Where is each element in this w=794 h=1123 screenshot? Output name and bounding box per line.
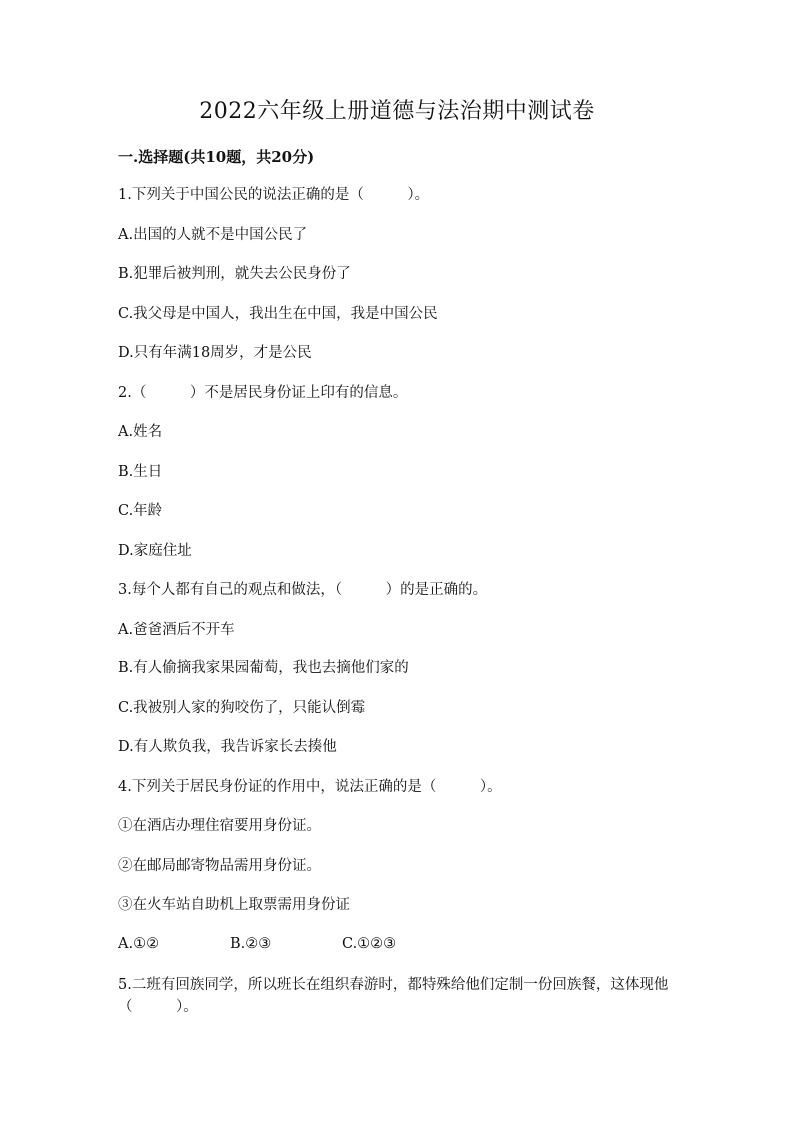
question-3-stem: 3.每个人都有自己的观点和做法，（ ）的是正确的。	[118, 582, 488, 598]
question-4-option-b: B.②③	[230, 936, 272, 952]
question-2-option-c: C.年龄	[118, 503, 163, 519]
section-heading: 一.选择题(共10题，共20分)	[118, 148, 315, 166]
question-1-option-c: C.我父母是中国人，我出生在中国，我是中国公民	[118, 306, 438, 322]
page-title: 2022六年级上册道德与法治期中测试卷	[199, 99, 595, 124]
question-2-option-b: B.生日	[118, 464, 163, 480]
question-3-option-c: C.我被别人家的狗咬伤了，只能认倒霉	[118, 700, 366, 716]
question-3-option-b: B.有人偷摘我家果园葡萄，我也去摘他们家的	[118, 660, 409, 676]
question-2-stem: 2.（ ）不是居民身份证上印有的信息。	[118, 385, 408, 401]
question-4-statement-2: ②在邮局邮寄物品需用身份证。	[118, 858, 321, 874]
question-4-statement-3: ③在火车站自助机上取票需用身份证	[118, 897, 350, 913]
question-4-option-a: A.①②	[118, 936, 160, 952]
question-1-option-a: A.出国的人就不是中国公民了	[118, 227, 308, 243]
question-4-option-c: C.①②③	[342, 936, 397, 952]
question-2-option-d: D.家庭住址	[118, 543, 192, 559]
question-4-options	[118, 934, 454, 954]
question-1-option-b: B.犯罪后被判刑，就失去公民身份了	[118, 266, 351, 282]
question-4-stem: 4.下列关于居民身份证的作用中，说法正确的是（ ）。	[118, 779, 502, 795]
question-1-stem: 1.下列关于中国公民的说法正确的是（ ）。	[118, 187, 430, 203]
question-3-option-d: D.有人欺负我，我告诉家长去揍他	[118, 739, 337, 755]
question-3-option-a: A.爸爸酒后不开车	[118, 622, 235, 638]
question-1-option-d: D.只有年满18周岁，才是公民	[118, 345, 312, 361]
question-5-stem: 5.二班有回族同学，所以班长在组织春游时，都特殊给他们定制一份回族餐，这体现他（ ）。	[118, 977, 669, 1015]
question-4-statement-1: ①在酒店办理住宿要用身份证。	[118, 818, 321, 834]
question-2-option-a: A.姓名	[118, 424, 163, 440]
